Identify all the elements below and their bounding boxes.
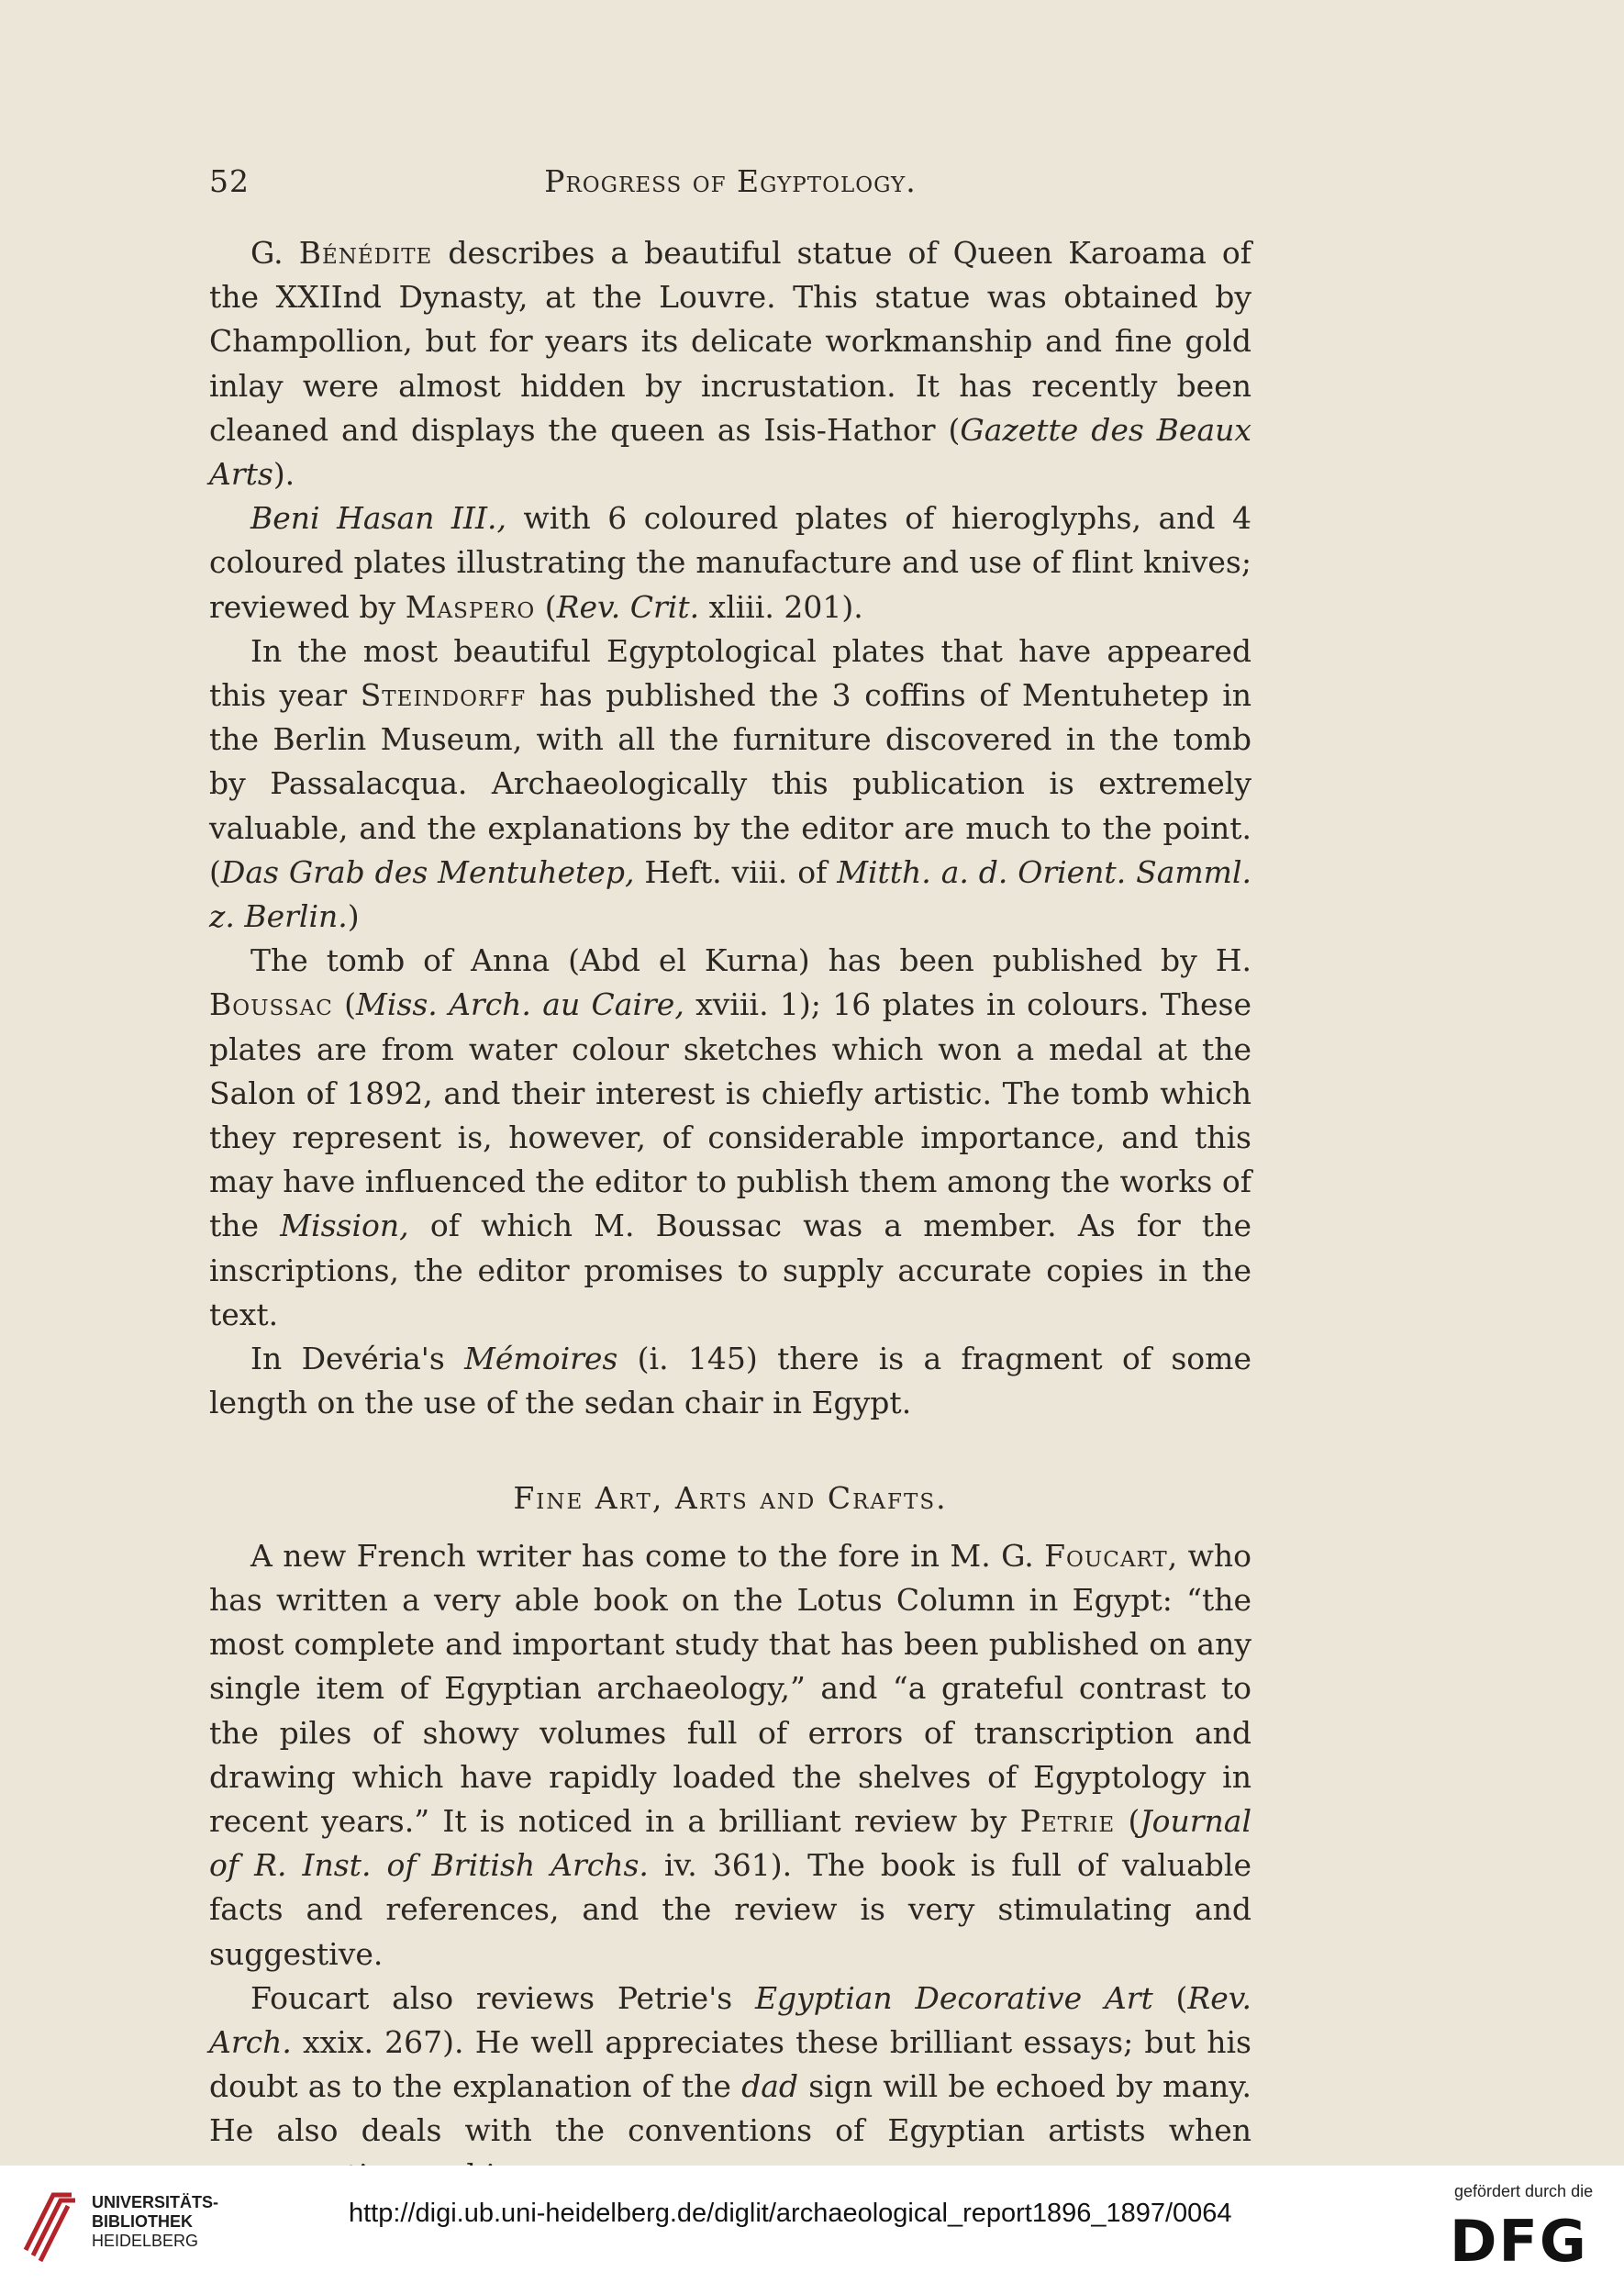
text-run: xliii. 201). [699, 588, 863, 625]
funded-by-label: gefördert durch die [1454, 2182, 1594, 2200]
paragraph [209, 1977, 1251, 2198]
text-run: ( [1152, 1979, 1188, 2016]
text-run: of which M. Boussac was a member. As for the inscriptions, the editor promises to supply accurate copies in the text. [209, 1208, 1251, 1332]
italic-text: Journal of R. Inst. of British Archs. [209, 1802, 1251, 1884]
page-number: 52 [209, 163, 250, 199]
paragraph [209, 1534, 1251, 1977]
paragraph [209, 629, 1251, 939]
paragraph [209, 231, 1251, 496]
text-run: sign will be echoed by many. He also deals with the conventions of Egyptian artists when [209, 2068, 1251, 2149]
paragraph [209, 496, 1251, 629]
footer-bar [0, 2166, 1624, 2283]
italic-text: Mitth. a. d. Orient. Samml. z. Berlin. [209, 853, 1251, 935]
text-run: In Devéria's [250, 1341, 465, 1377]
author-name: Maspero [405, 588, 536, 625]
library-name [92, 2193, 218, 2251]
text-run: xxix. 267). He well appreciates these brilliant essays; but his doubt as to the explanation of the [209, 2023, 1251, 2105]
library-name-line1: UNIVERSITÄTS- [92, 2193, 219, 2211]
text-run: iv. 361). The book is full of valuable facts and references, and the review is very stimulating and suggestive. [209, 1847, 1251, 1972]
author-name: Boussac [209, 986, 333, 1023]
italic-text: Mémoires [464, 1341, 618, 1377]
text-run: G. [250, 235, 299, 271]
text-run: with 6 coloured plates of hieroglyphs, and 4 coloured plates illustrating the manufacture and use of flint knives; reviewed by [209, 500, 1252, 625]
italic-text: Gazette des Beaux Arts [209, 411, 1251, 493]
library-logo-icon [17, 2186, 79, 2263]
paragraph [209, 1337, 1251, 1425]
author-name: Foucart [1044, 1537, 1168, 1574]
text-run: ) [347, 898, 360, 935]
author-name: Steindorff [360, 677, 527, 714]
text-run: ). [273, 456, 295, 493]
permalink-url[interactable]: http://digi.ub.uni-heidelberg.de/diglit/archaeological_report1896_1897/0064 [349, 2199, 1232, 2228]
library-name-line2: BIBLIOTHEK [92, 2212, 193, 2231]
paragraph [209, 939, 1251, 1337]
text-run: describes a beautiful statue of Queen Karoama of the XXIInd Dynasty, at the Louvre. This statue was obtained by Champollion, but for years its delicate workmanship and fine gold inlay were almost hidden by incrustation. It has recently been cleaned and displays the queen as Isis-Hathor ( [209, 235, 1251, 448]
italic-text: Egyptian Decorative Art [754, 1979, 1153, 2016]
text-run: ( [332, 986, 357, 1023]
italic-text: Miss. Arch. au Caire, [356, 986, 684, 1023]
author-name: Petrie [1019, 1802, 1116, 1839]
section-heading: Fine Art, Arts and Crafts. [513, 1480, 948, 1517]
text-run: (i. 145) there is a fragment of some length on the use of the sedan chair in Egypt. [209, 1341, 1251, 1421]
italic-text: Rev. Crit. [556, 588, 700, 625]
text-run: In the most beautiful Egyptological plates that have appeared this year [209, 632, 1251, 714]
italic-text: Mission, [280, 1208, 409, 1244]
text-run: has published the 3 coffins of Mentuhetep in the Berlin Museum, with all the furniture discovered in the tomb by Passalacqua. Archaeologically this publication is extremely valuable, and the explanations by the editor are much to the point. ( [209, 677, 1252, 890]
text-run: ( [1115, 1802, 1140, 1839]
text-run: Foucart also reviews Petrie's [250, 1979, 755, 2016]
text-run: The tomb of Anna (Abd el Kurna) has been published by H. [250, 942, 1251, 979]
italic-text: Beni Hasan III., [250, 500, 506, 537]
text-run: , who has written a very able book on the Lotus Column in Egypt: “the most complete and important study that has been published on any single item of Egyptian archaeology,” and “a grateful contrast to the piles of showy volumes full of errors of transcription and drawing which have rapidly loaded the shelves of Egyptology in recent years.” It is noticed in a brilliant review by [209, 1537, 1251, 1839]
page-header [209, 163, 1251, 204]
running-title: Progress of Egyptology. [544, 163, 917, 199]
text-run: Heft. viii. of [634, 853, 838, 890]
italic-text: dad [741, 2068, 799, 2105]
author-name: Bénédite [298, 235, 433, 271]
dfg-logo: DFG [1450, 2208, 1588, 2275]
italic-text: Das Grab des Mentuhetep, [220, 853, 635, 890]
text-run: ( [535, 588, 557, 625]
text-run: A new French writer has come to the fore in M. G. [250, 1537, 1045, 1574]
library-name-line3: HEIDELBERG [92, 2232, 199, 2250]
italic-text: Rev. Arch. [209, 1979, 1251, 2060]
text-run: xviii. 1); 16 plates in colours. These plates are from water colour sketches which won a medal at the Salon of 1892, and their interest is chiefly artistic. The tomb which they represent is, however, of considerable importance, and this may have influenced the editor to publish them among the works of the [209, 986, 1251, 1244]
body-text [209, 231, 1251, 2198]
